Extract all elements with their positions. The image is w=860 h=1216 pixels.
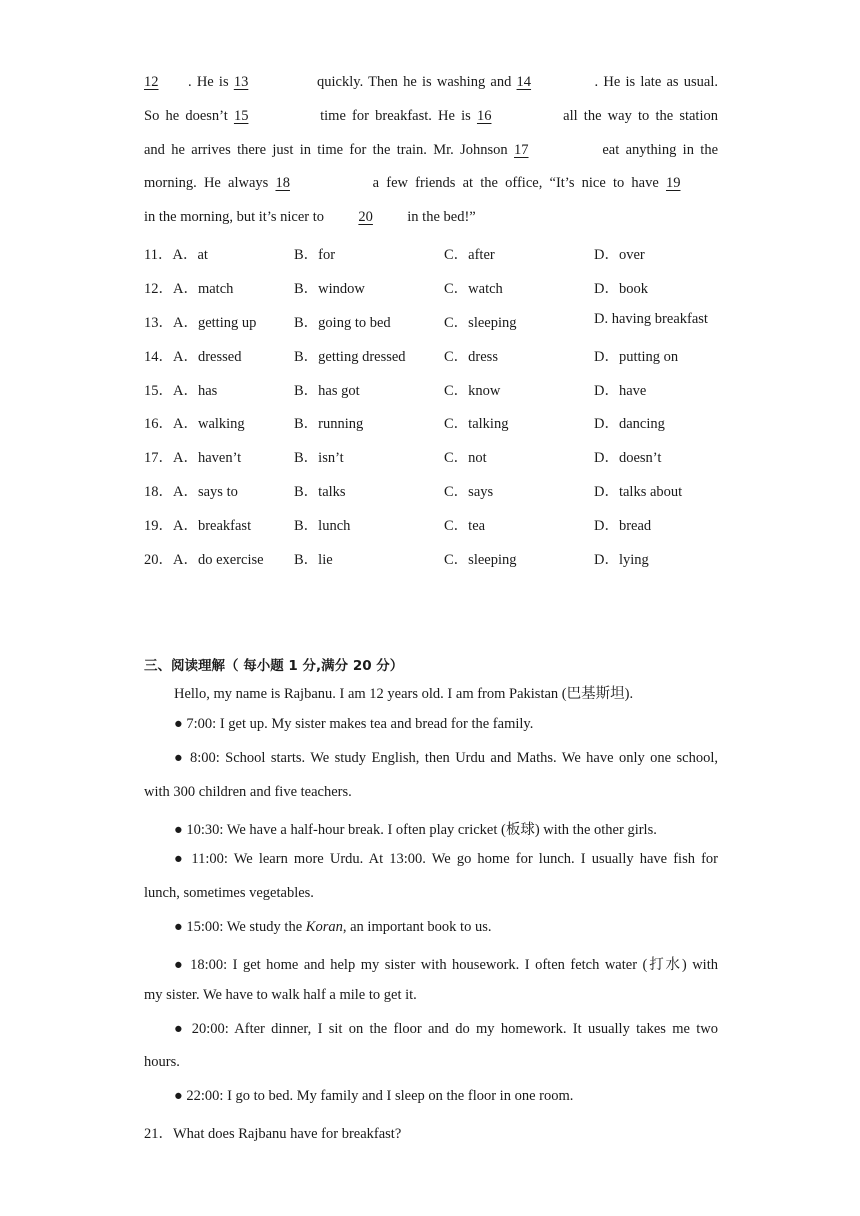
option-c: C．sleeping (444, 315, 517, 331)
reading-item-1500: ● 15:00: We study the Koran, an important book to us. (174, 919, 492, 935)
option-a: 14．A．dressed (144, 349, 242, 365)
option-a: 16．A．walking (144, 416, 245, 432)
reading-item-1030: ● 10:30: We have a half-hour break. I often play cricket (板球) with the other girls. (174, 822, 657, 838)
option-a: 17．A．haven’t (144, 450, 242, 466)
question-row-17 (144, 446, 744, 466)
option-b: B．going to bed (294, 315, 391, 331)
passage-line-5 (144, 209, 718, 226)
reading-item-2000-cont: hours. (144, 1054, 180, 1070)
option-c: C．sleeping (444, 552, 517, 568)
passage-line-3 (144, 142, 718, 159)
reading-item-1100-cont: lunch, sometimes vegetables. (144, 885, 314, 901)
option-d: D．doesn’t (594, 450, 662, 466)
option-c: C．talking (444, 416, 509, 432)
option-a: 11．A．at (144, 247, 208, 263)
option-d: D. having breakfast (594, 311, 708, 327)
question-row-20 (144, 548, 744, 568)
blank-19: 19 (665, 175, 681, 191)
option-b: B．has got (294, 383, 360, 399)
passage-text: and he arrives there just in time for the train. Mr. Johnson (144, 142, 515, 158)
option-a: 18．A．says to (144, 484, 238, 500)
blank-18: 18 (275, 175, 290, 191)
passage-text: time for breakfast. He is (313, 108, 477, 124)
section-title: 三、阅读理解（ 每小题 1 分,满分 20 分） (144, 658, 404, 674)
option-b: B．window (294, 281, 365, 297)
passage-text: a few friends at the office, “It’s nice to have (365, 175, 666, 191)
option-c: C．know (444, 383, 501, 399)
passage-text: quickly. Then he is washing and (311, 74, 517, 90)
reading-item-2200: ● 22:00: I go to bed. My family and I sleep on the floor in one room. (174, 1088, 574, 1104)
option-d: D．talks about (594, 484, 683, 500)
reading-item-1100: ● 11:00: We learn more Urdu. At 13:00. We go home for lunch. I usually have fish for (174, 851, 718, 867)
option-b: B．running (294, 416, 364, 432)
reading-item-2000: ● 20:00: After dinner, I sit on the floor and do my homework. It usually takes me two (174, 1021, 718, 1037)
option-a: 13．A．getting up (144, 315, 257, 331)
option-b: B．for (294, 247, 336, 263)
koran-italic: Koran (305, 919, 343, 935)
passage-text: . He is (188, 74, 234, 90)
option-b: B．lunch (294, 518, 351, 534)
question-row-19 (144, 514, 744, 534)
option-c: C．dress (444, 349, 498, 365)
passage-text: eat anything in the (596, 142, 719, 158)
blank-17: 17 (514, 142, 529, 158)
option-b: B．talks (294, 484, 346, 500)
option-c: C．not (444, 450, 487, 466)
question-row-12 (144, 277, 744, 297)
reading-item-1800-cont: my sister. We have to walk half a mile to get it. (144, 987, 417, 1003)
option-a: 19．A．breakfast (144, 518, 252, 534)
question-row-16 (144, 412, 744, 432)
option-d: D．over (594, 247, 645, 263)
option-b: B．getting dressed (294, 349, 406, 365)
passage-line-2 (144, 108, 718, 125)
blank-14: 14 (516, 74, 532, 90)
blank-15: 15 (233, 108, 249, 124)
passage-text: . He is late as usual. (594, 74, 718, 90)
option-d: D．have (594, 383, 647, 399)
option-d: D．dancing (594, 416, 665, 432)
option-a: 15．A．has (144, 383, 218, 399)
option-c: C．watch (444, 281, 503, 297)
passage-text: So he doesn’t (144, 108, 234, 124)
question-row-11 (144, 243, 744, 263)
blank-12: 12 (144, 74, 159, 90)
option-a: 20．A．do exercise (144, 552, 264, 568)
passage-text: morning. He always (144, 175, 276, 191)
option-c: C．says (444, 484, 494, 500)
question-row-13 (144, 311, 744, 331)
option-d: D．lying (594, 552, 649, 568)
option-c: C．after (444, 247, 495, 263)
option-c: C．tea (444, 518, 486, 534)
option-b: B．lie (294, 552, 333, 568)
blank-13: 13 (233, 74, 249, 90)
question-row-15 (144, 379, 744, 399)
passage-text: in the morning, but it’s nicer to (144, 209, 328, 225)
option-a: 12．A．match (144, 281, 234, 297)
option-d: D．putting on (594, 349, 679, 365)
reading-item-1800: ● 18:00: I get home and help my sister with housework. I often fetch water (打水) with (174, 957, 718, 973)
reading-item-0800: ● 8:00: School starts. We study English, then Urdu and Maths. We have only one school, (174, 750, 718, 766)
passage-text: all the way to the station (556, 108, 718, 124)
passage-line-4 (144, 175, 718, 192)
reading-item-0700: ● 7:00: I get up. My sister makes tea and bread for the family. (174, 716, 534, 732)
option-b: B．isn’t (294, 450, 344, 466)
reading-intro: Hello, my name is Rajbanu. I am 12 years old. I am from Pakistan (巴基斯坦). (174, 686, 634, 702)
blank-16: 16 (476, 108, 492, 124)
question-row-14 (144, 345, 744, 365)
passage-text: in the bed!” (403, 209, 476, 225)
option-d: D．bread (594, 518, 652, 534)
question-21: 21．What does Rajbanu have for breakfast? (144, 1126, 402, 1142)
blank-20: 20 (358, 209, 373, 225)
option-d: D．book (594, 281, 648, 297)
question-row-18 (144, 480, 744, 500)
passage-line-1 (144, 74, 718, 91)
reading-item-0800-cont: with 300 children and five teachers. (144, 784, 352, 800)
